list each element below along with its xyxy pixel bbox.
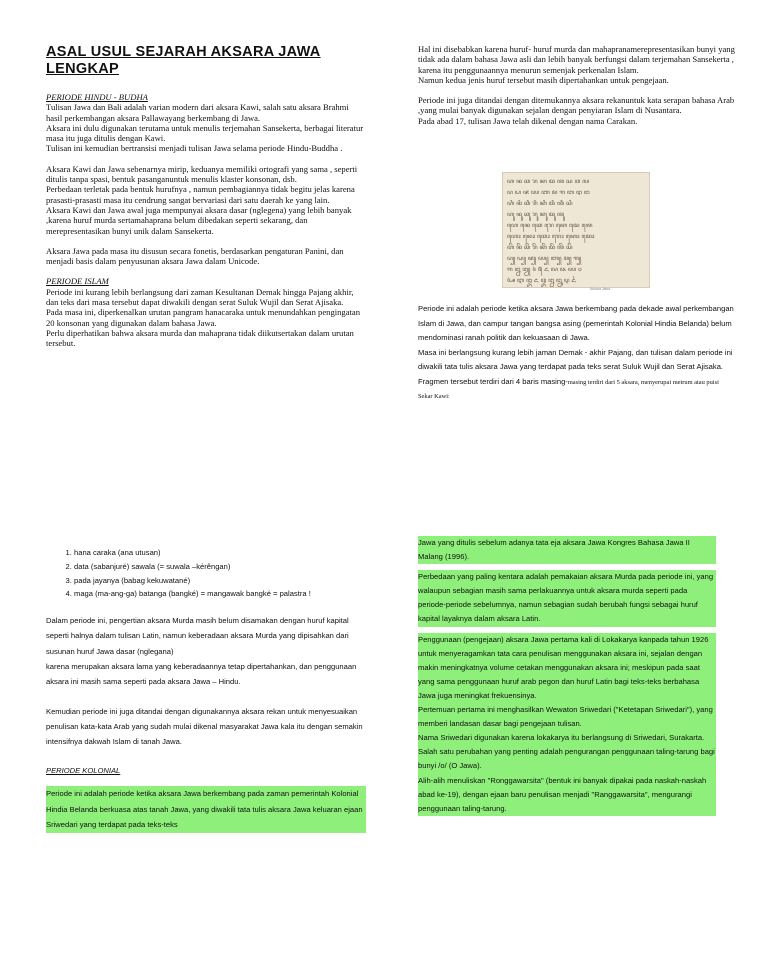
heading-hindu-budha: PERIODE HINDU - BUDHA bbox=[46, 92, 148, 102]
paragraph: karena merupakan aksara lama yang keberadaannya tetap dipertahankan, dan penggunaan aksara ini masih sama seperti pada aksara Jawa – Hindu. bbox=[46, 662, 357, 687]
highlighted-paragraph: Pertemuan pertama ini menghasilkan Wewaton Sriwedari ("Ketetapan Sriwedari"), yang memberi landasan dasar bagi pengejaan tulisan. bbox=[418, 703, 716, 731]
paragraph: Namun kedua jenis huruf tersebut masih dipertahankan untuk pengejaan. bbox=[418, 74, 669, 85]
svg-text:ꦲ ꦤ ꦕ ꦫ ꦏ ꦢ ꦠ ꦱ ꦮ ꦭ: ꦲ ꦤ ꦕ ꦫ ꦏ ꦢ ꦠ ꦱ ꦮ ꦭ bbox=[507, 178, 590, 185]
right-top-column bbox=[418, 44, 736, 126]
highlighted-paragraph: Penggunaan (pengejaan) aksara Jawa pertama kali di Lokakarya kanpada tahun 1926 untuk menyeragamkan tata cara penulisan menggunakan aksara ini, sejalan dengan makin meningkatnya volume cetakan menggunakan aksara ini; meskipun pada saat yang sama penggunaan huruf arab pegon dan huruf Latin bagi teks-teks berbahasa Jawa juga meningkat frekuensinya. bbox=[418, 633, 716, 703]
svg-text:ꦲꦶ ꦤꦶ ꦕꦶ ꦫꦶ ꦏꦶ ꦢꦶ ꦠꦶ ꦱꦶ: ꦲꦶ ꦤꦶ ꦕꦶ ꦫꦶ ꦏꦶ ꦢꦶ ꦠꦶ ꦱꦶ bbox=[507, 200, 573, 207]
svg-text:ꦄ ꦆ ꦈ ꦌ ꦎ ꦊ ꦋ ꦉ ꦍ: ꦄ ꦆ ꦈ ꦌ ꦎ ꦊ ꦋ ꦉ ꦍ bbox=[507, 277, 577, 284]
paragraph: Aksara Kawi dan Jawa awal juga mempunyai aksara dasar (nglegena) yang lebih banyak ,karena huruf murda sertamahaprana belum dibedakan seperti sekarang, dan merepresentasikan bunyi unik dalam Sansekerta. bbox=[46, 204, 352, 236]
paragraph: Aksara Kawi dan Jawa sebenarnya mirip, keduanya memiliki ortografi yang sama , seperti ditulis tanpa spasi, bentuk pasanganuntuk menulis klaster konsonan, dsb. bbox=[46, 163, 358, 185]
paragraph: Perlu diperhatikan bahwa aksara murda dan mahaprana tidak diikutsertakan dalam urutan tersebut. bbox=[46, 327, 354, 349]
svg-text:ꦲꦼ ꦤꦼ ꦕꦼ ꦫꦼ ꦏꦼ ꦢꦼ ꦠꦼ ꦱꦼ: ꦲꦼ ꦤꦼ ꦕꦼ ꦫꦼ ꦏꦼ ꦢꦼ ꦠꦼ ꦱꦼ bbox=[507, 244, 573, 251]
paragraph: Periode ini juga ditandai dengan ditemukannya aksara rekanuntuk kata serapan bahasa Arab ,yang mulai banyak digunakan sejalan dengan penyiaran Islam di Nusantara. bbox=[418, 95, 735, 116]
highlighted-paragraph: Alih-alih menuliskan "Ronggawarsita" (bentuk ini banyak dipakai pada naskah-naskah abad ke-19), dengan ejaan baru penulisan menjadi "Ranggawarsita", mengurangi penggunaan taling-tarung. bbox=[418, 774, 716, 816]
list-item: 1. hana caraka (ana utusan) bbox=[74, 546, 366, 560]
list-item: 4. maga (ma-ang-ga) batanga (bangké) = mangawak bangké = palastra ! bbox=[74, 587, 366, 601]
svg-text:ꦲꦺꦴ ꦤꦺꦴ ꦕꦺꦴ ꦫꦺꦴ ꦏꦺꦴ ꦢꦺꦴ: ꦲꦺꦴ ꦤꦺꦴ ꦕꦺꦴ ꦫꦺꦴ ꦏꦺꦴ ꦢꦺꦴ bbox=[507, 233, 595, 240]
svg-text:꧑ ꧒ ꧓ ꧔ ꧕ ꧖ ꧗ ꧘ ꧙ ꧐: ꧑ ꧒ ꧓ ꧔ ꧕ ꧖ ꧗ ꧘ ꧙ ꧐ bbox=[507, 266, 582, 273]
image-caption: Aksara Jawa bbox=[590, 287, 611, 291]
paragraph-part: masing terdiri dari 5 aksara, menyerupai metrum atau puisi Sekar Kawi: bbox=[418, 378, 719, 400]
heading-kolonial: PERIODE KOLONIAL bbox=[46, 765, 121, 775]
paragraph: Pada masa ini, diperkenalkan urutan pangram hanacaraka untuk menundahkan pengingatan 20 konsonan yang digunakan dalam bahasa Jawa. bbox=[46, 307, 361, 328]
highlighted-paragraph: Jawa yang ditulis sebelum adanya tata eja aksara Jawa Kongres Bahasa Jawa II Malang (1996). bbox=[418, 536, 716, 564]
paragraph: Periode ini adalah periode ketika aksara Jawa berkembang pada dekade awal perkembangan Islam di Jawa, dan campur tangan bangsa asing (pemerintah Kolonial Hindia Belanda) belum mendominasi ranah politik dan kekuasaan di Jawa. bbox=[418, 304, 734, 342]
paragraph-part: Fragmen tersebut terdiri dari 4 baris masing- bbox=[418, 376, 568, 386]
page-title: ASAL USUL SEJARAH AKSARA JAWA LENGKAP bbox=[46, 44, 321, 77]
right-mid-column bbox=[418, 302, 734, 404]
paragraph: Perbedaan terletak pada bentuk hurufnya , namun pembagiannya tidak begitu jelas karena prasasti-prasasti masa itu cendrung sangat bervariasi dari satu daerah ke yang lain. bbox=[46, 184, 355, 205]
paragraph: Kemudian periode ini juga ditandai dengan digunakannya aksara rekan untuk menyesuaikan penulisan kata-kata Arab yang sudah mulai dikenal masyarakat Jawa kala itu dengan semakin intensifnya dakwah Islam di tanah Jawa. bbox=[46, 706, 363, 747]
heading-islam: PERIODE ISLAM bbox=[46, 276, 109, 287]
highlighted-paragraph: Periode ini adalah periode ketika aksara Jawa berkembang pada zaman pemerintah Kolonial Hindia Belanda berkuasa atas tanah Jawa, yang diwakili tata tulis aksara Jawa keluaran ejaan Sriwedari yang terdapat pada teks-teks bbox=[46, 786, 366, 833]
paragraph: Aksara ini dulu digunakan terutama untuk menulis terjemahan Sansekerta, berbagai literatur masa itu juga ditulis dengan Kawi. bbox=[46, 122, 364, 144]
paragraph: Pada abad 17, tulisan Jawa telah dikenal dengan nama Carakan. bbox=[418, 115, 638, 126]
svg-text:ꦲꦺ ꦤꦺ ꦕꦺ ꦫꦺ ꦏꦺ ꦢꦺ ꦠꦺ: ꦲꦺ ꦤꦺ ꦕꦺ ꦫꦺ ꦏꦺ ꦢꦺ ꦠꦺ bbox=[507, 222, 593, 229]
left-bottom-column bbox=[46, 546, 366, 833]
highlighted-paragraph: Perbedaan yang paling kentara adalah pemakaian aksara Murda pada periode ini, yang walaupun sebagian masih sama perlakuannya untuk aksara murda seperti pada periode-periode sebelumnya, namun sebagian sudah berubah fungsi sebagai huruf kapital layaknya dalam aksara Latin. bbox=[418, 570, 716, 626]
paragraph: Periode ini kurang lebih berlangsung dari zaman Kesultanan Demak hingga Pajang akhir, dan teks dari masa tersebut dapat diwakili dengan serat Suluk Wujil dan Serat Ajisaka. bbox=[46, 286, 354, 308]
paragraph: Dalam periode ini, pengertian aksara Murda masih belum disamakan dengan huruf kapital seperti halnya dalam tulisan Latin, namun keberadaan aksara Murda yang dipisahkan dari susunan huruf Jawa dasar (nglegana) bbox=[46, 616, 349, 656]
paragraph: Hal ini disebabkan karena huruf- huruf murda dan mahapranamerepresentasikan bunyi yang tidak ada dalam bahasa Jawa asli dan lebih banyak berfungsi dalam terjemahan Sansekerta , karena itu penggunaannya menurun semenjak perkenalan Islam. bbox=[418, 44, 735, 75]
paragraph bbox=[418, 375, 734, 404]
list-item: 2. data (sabanjuré) sawala (= suwala –kérêngan) bbox=[74, 560, 366, 574]
paragraph: Tulisan ini kemudian bertransisi menjadi tulisan Jawa selama periode Hindu-Buddha . bbox=[46, 143, 343, 154]
svg-text:ꦥ ꦝ ꦗ ꦪ ꦚ ꦩ ꦒ ꦧ ꦛ ꦔ: ꦥ ꦝ ꦗ ꦪ ꦚ ꦩ ꦒ ꦧ ꦛ ꦔ bbox=[507, 189, 590, 196]
highlighted-paragraph: Nama Sriwedari digunakan karena lokakarya itu berlangsung di Sriwedari, Surakarta. bbox=[418, 731, 716, 745]
numbered-list bbox=[46, 546, 366, 601]
paragraph: Masa ini berlangsung kurang lebih jaman Demak - akhir Pajang, dan tulisan dalam periode ini diwakili tata tulis aksara Jawa yang terdapat pada teks serat Suluk Wujil dan Serat Ajisaka. bbox=[418, 347, 733, 371]
svg-text:ꦥ꧀ ꦝ꧀ ꦗ꧀ ꦪ꧀ ꦚ꧀ ꦩ꧀ ꦒ꧀: ꦥ꧀ ꦝ꧀ ꦗ꧀ ꦪ꧀ ꦚ꧀ ꦩ꧀ ꦒ꧀ bbox=[507, 255, 582, 262]
aksara-jawa-chart-image bbox=[502, 172, 650, 288]
paragraph: Tulisan Jawa dan Bali adalah varian modern dari aksara Kawi, salah satu aksara Brahmi hasil perkembangan aksara Pallawayang berkembang di Jawa. bbox=[46, 102, 349, 123]
list-item: 3. pada jayanya (babag kekuwatané) bbox=[74, 574, 366, 588]
paragraph: Aksara Jawa pada masa itu disusun secara fonetis, berdasarkan pengaturan Panini, dan menjadi basis dalam penyusunan aksara Jawa dalam Unicode. bbox=[46, 245, 344, 267]
right-bottom-column bbox=[418, 536, 716, 816]
svg-text:ꦲꦸ ꦤꦸ ꦕꦸ ꦫꦸ ꦏꦸ ꦢꦸ ꦠꦸ: ꦲꦸ ꦤꦸ ꦕꦸ ꦫꦸ ꦏꦸ ꦢꦸ ꦠꦸ bbox=[507, 211, 565, 218]
highlighted-paragraph: Salah satu perubahan yang penting adalah pengurangan penggunaan taling-tarung bagi bunyi /o/ (O Jawa). bbox=[418, 745, 716, 773]
left-top-column bbox=[46, 92, 364, 349]
